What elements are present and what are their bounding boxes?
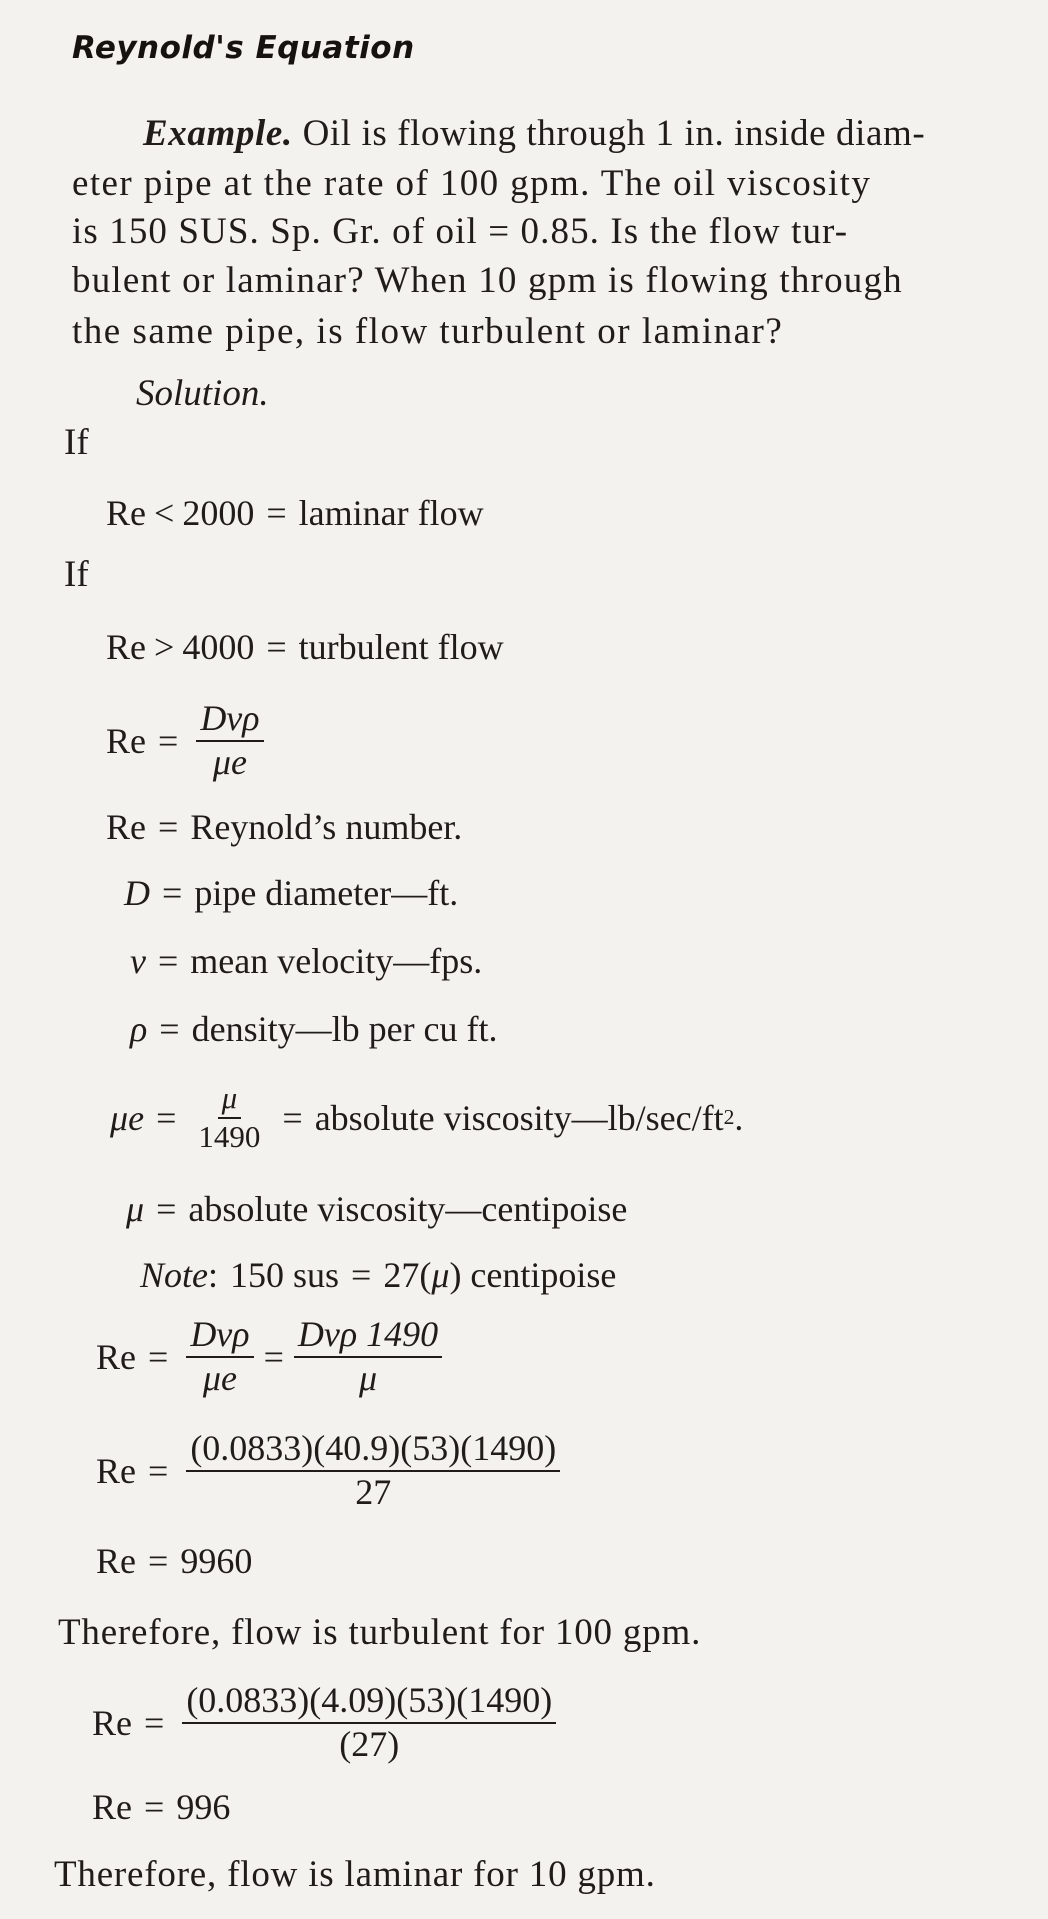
mu-e-fraction xyxy=(194,1082,264,1153)
calc1-eq: = xyxy=(148,1450,169,1491)
calc1-numerator: (0.0833)(40.9)(53)(1490) xyxy=(186,1430,560,1472)
def-d-text: pipe diameter—ft. xyxy=(194,873,459,913)
mu-text: absolute viscosity—centipoise xyxy=(188,1189,628,1229)
note-colon: : xyxy=(208,1255,219,1295)
cond1-eq: = xyxy=(266,493,287,533)
cond1-val: 2000 xyxy=(182,493,255,533)
condition-laminar xyxy=(106,492,484,534)
result-10gpm xyxy=(92,1786,230,1828)
example-line-2: eter pipe at the rate of 100 gpm. The oil viscosity xyxy=(72,163,872,204)
calc1-lhs: Re xyxy=(96,1450,136,1491)
example-line-1 xyxy=(143,112,925,155)
def-re-eq: = xyxy=(158,807,179,847)
cond2-rhs: turbulent flow xyxy=(298,627,504,667)
cond2-eq: = xyxy=(266,627,287,667)
mu-e-sup: 2 xyxy=(723,1105,735,1130)
example-line-3: is 150 SUS. Sp. Gr. of oil = 0.85. Is the flow tur- xyxy=(72,211,849,252)
example-line-5: the same pipe, is flow turbulent or laminar? xyxy=(72,311,784,352)
def-rho-text: density—lb per cu ft. xyxy=(191,1009,498,1049)
def-rho-eq: = xyxy=(159,1009,180,1049)
expand-fraction-1 xyxy=(186,1316,253,1398)
mu-e-sym: μe xyxy=(110,1097,145,1138)
definition-mu-e xyxy=(110,1082,743,1153)
formula-eq: = xyxy=(158,720,179,761)
calc1-denominator: 27 xyxy=(355,1471,392,1512)
calc2-lhs: Re xyxy=(92,1702,132,1743)
result2-eq: = xyxy=(144,1787,165,1827)
formula-denominator: μe xyxy=(212,741,247,782)
mu-e-numerator: μ xyxy=(218,1082,242,1119)
definition-d xyxy=(124,872,458,914)
formula-numerator: Dvρ xyxy=(196,700,263,742)
mu-e-eq2: = xyxy=(282,1097,303,1138)
note-line xyxy=(140,1254,616,1296)
note-text-3: ) centipoise xyxy=(449,1255,617,1295)
reynolds-expansion xyxy=(96,1316,448,1398)
def-v-text: mean velocity—fps. xyxy=(190,941,483,981)
result1-lhs: Re xyxy=(96,1541,136,1581)
result1-val: 9960 xyxy=(180,1541,253,1581)
def-rho-sym: ρ xyxy=(130,1009,148,1049)
cond2-lhs: Re xyxy=(106,627,146,667)
example-line-1-text: Oil is flowing through 1 in. inside diam- xyxy=(302,113,926,154)
definition-re xyxy=(106,806,462,848)
expand-eq: = xyxy=(148,1336,169,1377)
example-line-4: bulent or laminar? When 10 gpm is flowing through xyxy=(72,260,903,301)
def-d-eq: = xyxy=(162,873,183,913)
expand-lhs: Re xyxy=(96,1336,136,1377)
expand-eq2: = xyxy=(263,1336,284,1377)
reynolds-formula xyxy=(106,700,270,782)
calculation-10gpm xyxy=(92,1682,562,1764)
note-text-1: 150 sus xyxy=(230,1255,340,1295)
solution-label: Solution. xyxy=(136,373,269,414)
cond2-val: 4000 xyxy=(182,627,255,667)
mu-sym: μ xyxy=(126,1189,145,1229)
if-label-2: If xyxy=(64,554,89,595)
def-re-sym: Re xyxy=(106,807,146,847)
cond1-lhs: Re xyxy=(106,493,146,533)
definition-mu xyxy=(126,1188,627,1230)
definition-v xyxy=(130,940,482,982)
expand-num-1: Dvρ xyxy=(186,1316,253,1358)
result2-val: 996 xyxy=(176,1787,231,1827)
condition-turbulent xyxy=(106,626,504,668)
result1-eq: = xyxy=(148,1541,169,1581)
calculation-100gpm xyxy=(96,1430,566,1512)
expand-fraction-2 xyxy=(294,1316,442,1398)
calc2-numerator: (0.0833)(4.09)(53)(1490) xyxy=(182,1682,556,1724)
expand-den-2: μ xyxy=(358,1357,378,1398)
definition-rho xyxy=(130,1008,498,1050)
def-d-sym: D xyxy=(124,873,150,913)
expand-num-2: Dvρ 1490 xyxy=(294,1316,442,1358)
mu-eq: = xyxy=(156,1189,177,1229)
calc2-eq: = xyxy=(144,1702,165,1743)
note-eq: = xyxy=(351,1255,372,1295)
result-100gpm xyxy=(96,1540,252,1582)
example-label: Example. xyxy=(143,113,293,154)
mu-e-end: . xyxy=(734,1097,744,1138)
mu-e-text: absolute viscosity—lb/sec/ft xyxy=(314,1097,724,1138)
expand-den-1: μe xyxy=(202,1357,237,1398)
result2-lhs: Re xyxy=(92,1787,132,1827)
if-label-1: If xyxy=(64,422,89,463)
def-v-sym: v xyxy=(130,941,146,981)
formula-lhs: Re xyxy=(106,720,146,761)
calc2-fraction xyxy=(182,1682,556,1764)
note-text-2: 27( xyxy=(383,1255,432,1295)
cond2-op: > xyxy=(154,627,175,667)
calc1-fraction xyxy=(186,1430,560,1512)
mu-e-denominator: 1490 xyxy=(198,1118,261,1154)
conclusion-10gpm: Therefore, flow is laminar for 10 gpm. xyxy=(54,1854,656,1895)
note-label: Note xyxy=(140,1255,208,1295)
cond1-rhs: laminar flow xyxy=(298,493,484,533)
formula-fraction xyxy=(196,700,263,782)
def-v-eq: = xyxy=(157,941,179,981)
cond1-op: < xyxy=(154,493,175,533)
calc2-denominator: (27) xyxy=(339,1723,400,1764)
def-re-text: Reynold’s number. xyxy=(190,807,463,847)
note-mu: μ xyxy=(431,1255,450,1295)
conclusion-100gpm: Therefore, flow is turbulent for 100 gpm. xyxy=(58,1612,702,1653)
page-heading: Reynold's Equation xyxy=(72,30,415,66)
mu-e-eq: = xyxy=(156,1097,177,1138)
